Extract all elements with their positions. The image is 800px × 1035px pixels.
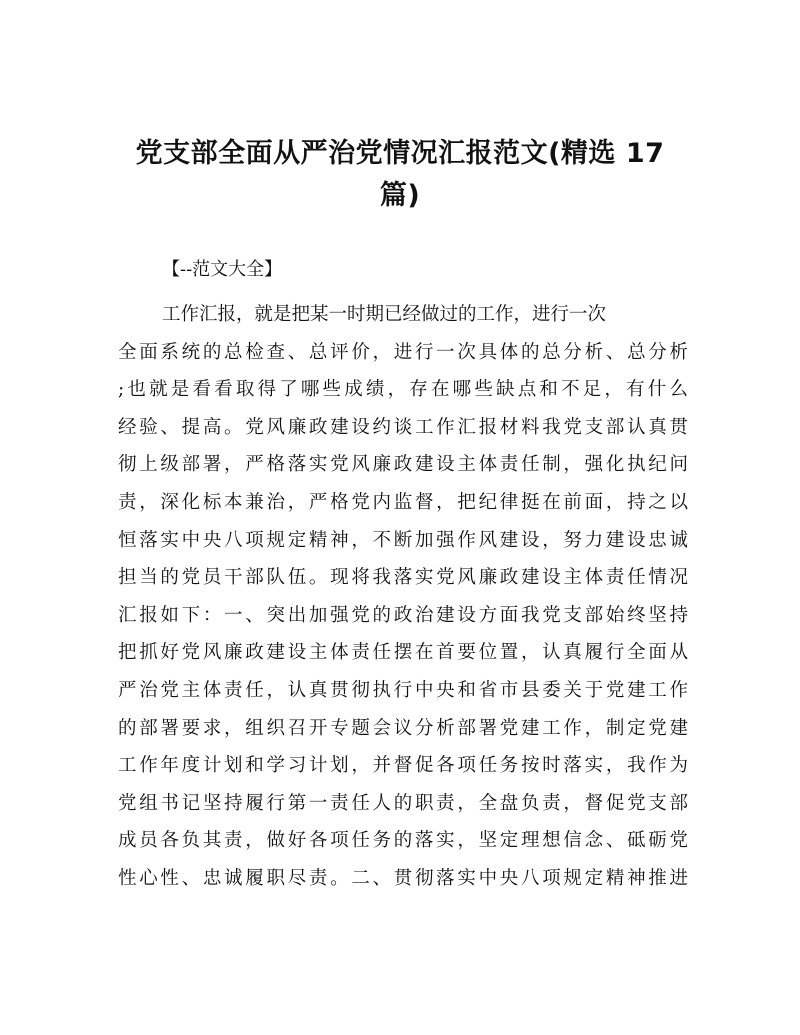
body-line: 汇报如下：一、突出加强党的政治建设方面我党支部始终坚持 [118,604,688,626]
body-line: 彻上级部署，严格落实党风廉政建设主体责任制，强化执纪问 [118,454,688,476]
body-line: 经验、提高。党风廉政建设约谈工作汇报材料我党支部认真贯 [118,416,688,438]
body-line: 全面系统的总检查、总评价，进行一次具体的总分析、总分析 [118,341,688,363]
title-line-2: 篇) [379,180,421,211]
body-line: 工作年度计划和学习计划，并督促各项任务按时落实，我作为 [118,755,688,777]
body-line: 成员各负其责，做好各项任务的落实，坚定理想信念、砥砺党 [118,830,688,852]
title-line-1: 党支部全面从严治党情况汇报范文(精选 17 [135,138,665,169]
body-line: 恒落实中央八项规定精神，不断加强作风建设，努力建设忠诚 [118,529,688,551]
body-line: 严治党主体责任，认真贯彻执行中央和省市县委关于党建工作 [118,679,688,701]
body-line: 党组书记坚持履行第一责任人的职责，全盘负责，督促党支部 [118,792,688,814]
body-line: 的部署要求，组织召开专题会议分析部署党建工作，制定党建 [118,717,688,739]
body-line: 把抓好党风廉政建设主体责任摆在首要位置，认真履行全面从 [118,642,688,664]
body-line: 工作汇报，就是把某一时期已经做过的工作，进行一次 [162,304,607,325]
body-line: 性心性、忠诚履职尽责。二、贯彻落实中央八项规定精神推进 [118,867,688,889]
body-line: ;也就是看看取得了哪些成绩，存在哪些缺点和不足，有什么 [118,379,688,401]
source-tag: 【--范文大全】 [162,259,283,280]
body-text [118,296,688,898]
body-line: 责，深化标本兼治，严格党内监督，把纪律挺在前面，持之以 [118,491,688,513]
body-line: 担当的党员干部队伍。现将我落实党风廉政建设主体责任情况 [118,567,688,589]
document-title [110,133,690,217]
